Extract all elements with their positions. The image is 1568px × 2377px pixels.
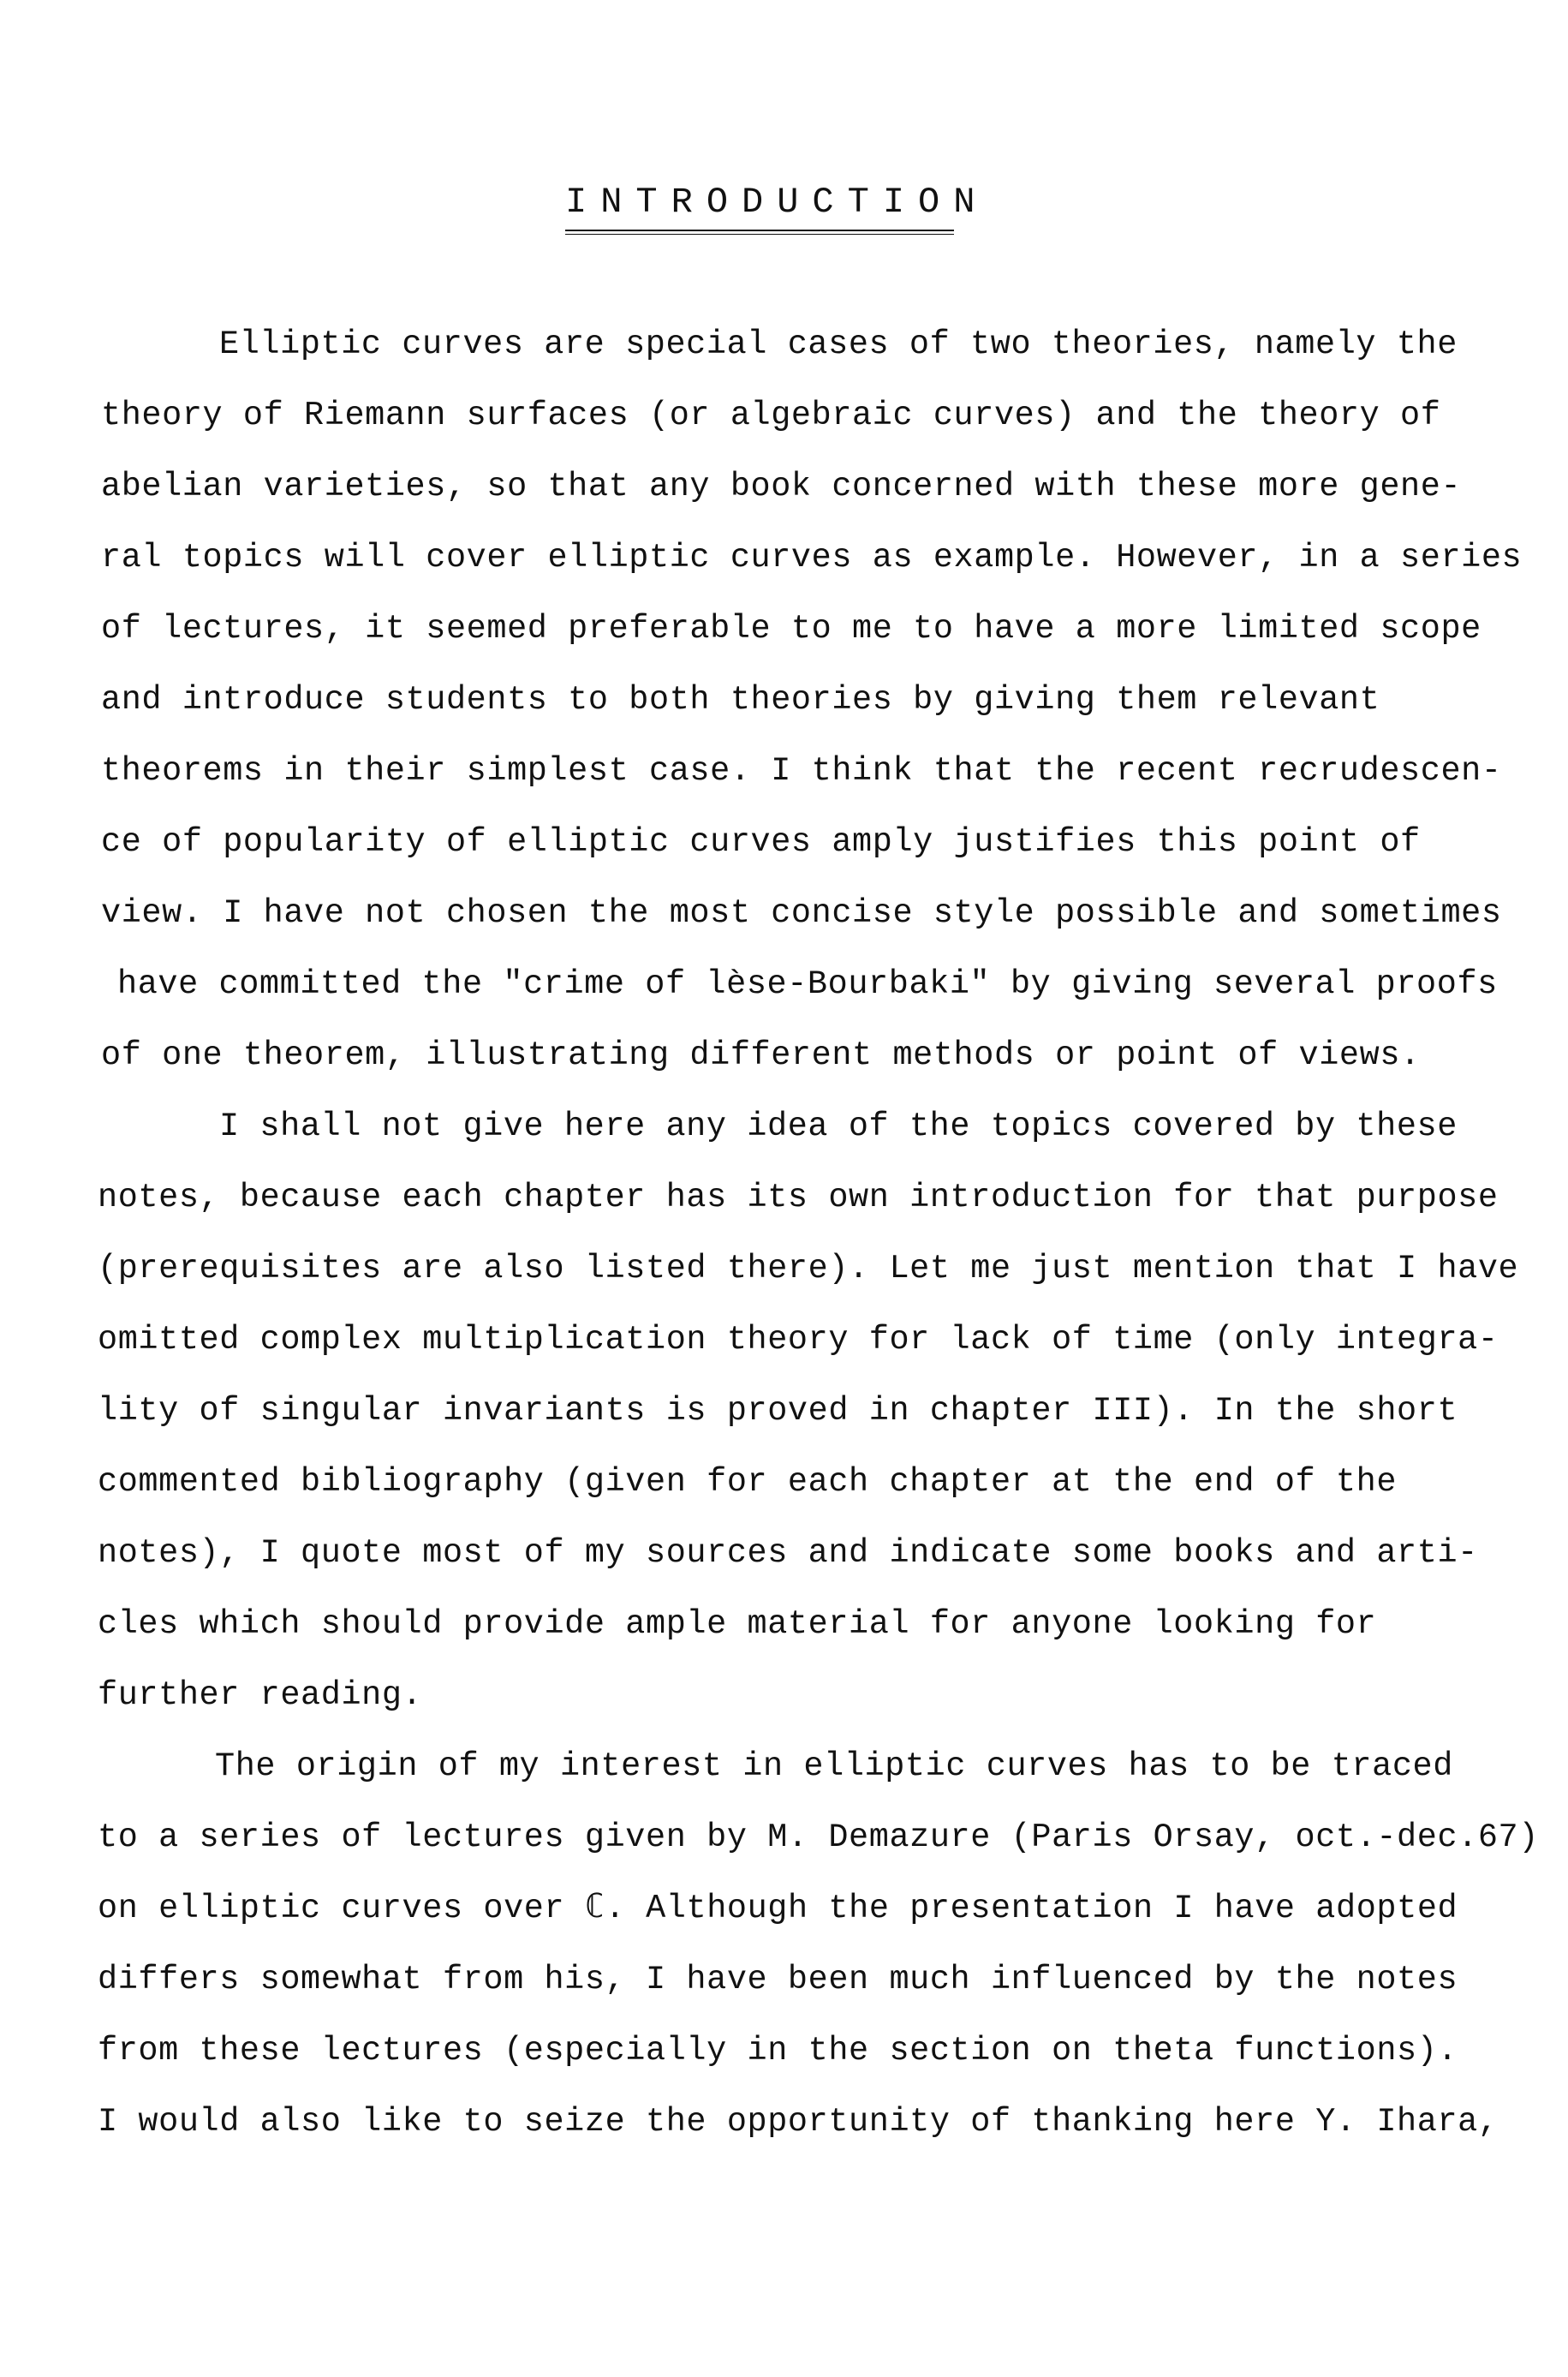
paragraph-3-line-5: from these lectures (especially in the section on theta functions). [98, 2032, 1458, 2069]
paragraph-1-line-1: Elliptic curves are special cases of two theories, namely the [219, 325, 1458, 363]
paragraph-2-line-3: (prerequisites are also listed there). Let me just mention that I have [98, 1250, 1519, 1287]
paragraph-1-line-8: ce of popularity of elliptic curves amply justifies this point of [101, 823, 1421, 861]
paragraph-1-line-3: abelian varieties, so that any book concerned with these more gene- [101, 468, 1462, 505]
paragraph-1-line-5: of lectures, it seemed preferable to me to have a more limited scope [101, 610, 1482, 648]
paragraph-3-line-6: I would also like to seize the opportunity of thanking here Y. Ihara, [98, 2103, 1499, 2141]
paragraph-2-line-1: I shall not give here any idea of the topics covered by these [219, 1108, 1458, 1145]
page-title-block [565, 178, 989, 235]
title-underline-second [565, 234, 954, 235]
paragraph-2-line-5: lity of singular invariants is proved in chapter III). In the short [98, 1392, 1458, 1430]
paragraph-2-line-7: notes), I quote most of my sources and indicate some books and arti- [98, 1534, 1478, 1572]
paragraph-3-line-4: differs somewhat from his, I have been much influenced by the notes [98, 1961, 1458, 1998]
paragraph-1-line-10: have committed the "crime of lèse-Bourbaki" by giving several proofs [117, 965, 1498, 1003]
paragraph-1-line-7: theorems in their simplest case. I think that the recent recrudescen- [101, 752, 1502, 790]
paragraph-2-line-8: cles which should provide ample material for anyone looking for [98, 1605, 1377, 1643]
paragraph-2-line-9: further reading. [98, 1676, 423, 1714]
paragraph-2-line-6: commented bibliography (given for each chapter at the end of the [98, 1463, 1398, 1501]
paragraph-1-line-6: and introduce students to both theories by giving them relevant [101, 681, 1380, 719]
paragraph-3-line-2: to a series of lectures given by M. Demazure (Paris Orsay, oct.-dec.67) [98, 1819, 1539, 1856]
paragraph-1-line-11: of one theorem, illustrating different methods or point of views. [101, 1036, 1421, 1074]
page-title: INTRODUCTION [565, 182, 989, 223]
title-underline [565, 230, 954, 231]
paragraph-2-line-4: omitted complex multiplication theory for lack of time (only integra- [98, 1321, 1499, 1359]
paragraph-1-line-4: ral topics will cover elliptic curves as example. However, in a series [101, 539, 1523, 576]
paragraph-1-line-9: view. I have not chosen the most concise style possible and sometimes [101, 894, 1502, 932]
paragraph-3-line-1: The origin of my interest in elliptic curves has to be traced [215, 1747, 1453, 1785]
paragraph-1-line-2: theory of Riemann surfaces (or algebraic curves) and the theory of [101, 397, 1441, 434]
paragraph-2-line-2: notes, because each chapter has its own introduction for that purpose [98, 1179, 1499, 1216]
paragraph-3-line-3: on elliptic curves over ℂ. Although the presentation I have adopted [98, 1890, 1458, 1927]
